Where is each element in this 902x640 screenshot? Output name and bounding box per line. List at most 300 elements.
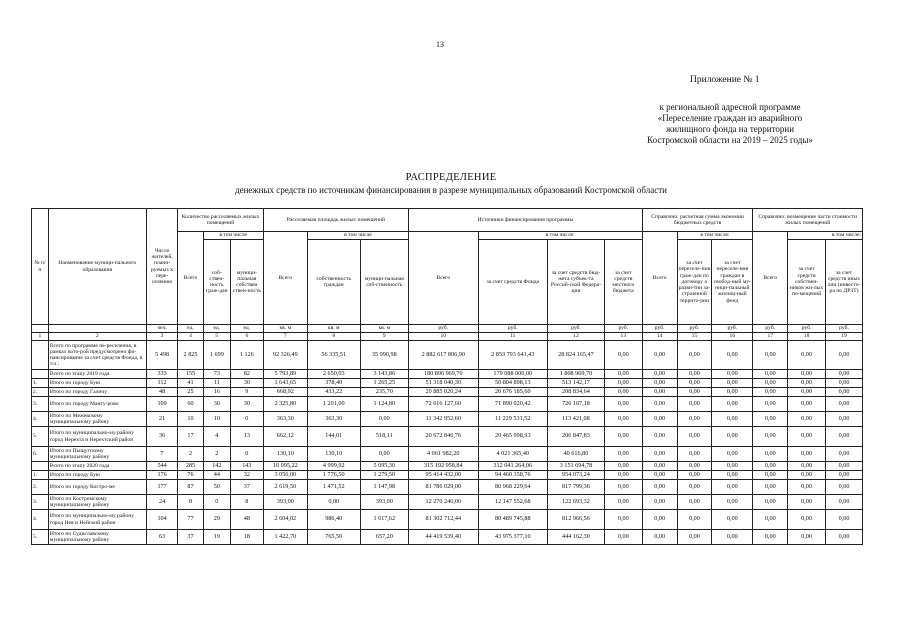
row-value: 25 — [178, 388, 203, 397]
row-value: 19 — [203, 530, 230, 545]
row-value: 0,00 — [642, 495, 677, 510]
row-value: 10 — [203, 412, 230, 427]
row-value: 0,00 — [826, 388, 863, 397]
row-value: 0,00 — [753, 530, 788, 545]
row-value: 0,00 — [604, 447, 642, 462]
table-row — [32, 510, 863, 530]
row-value: 20 465 998,93 — [478, 427, 548, 447]
row-value: 95 414 432,00 — [409, 471, 479, 480]
row-value: 1 471,52 — [307, 480, 360, 495]
unit-cell: ед. — [178, 325, 203, 333]
row-value: 657,20 — [360, 530, 408, 545]
row-name: Всего по этапу 2020 года — [48, 462, 146, 471]
table-row — [32, 370, 863, 379]
header-reimb-incl: в том числе: — [788, 232, 863, 240]
units-row — [32, 325, 863, 333]
row-value: 94 460 358,76 — [478, 471, 548, 480]
row-value: 24 — [146, 495, 178, 510]
row-value: 71 890 020,42 — [478, 397, 548, 412]
row-value: 5 095,30 — [360, 462, 408, 471]
row-value: 0,00 — [788, 495, 826, 510]
header-econ-a: за счет переселе-ния граж-дан по договору о разви-тии за-строенной террито-рии — [677, 240, 712, 325]
row-value: 0,00 — [788, 412, 826, 427]
row-name: Итого по Костромскому муниципальному району — [48, 495, 146, 510]
row-value: 0,00 — [604, 462, 642, 471]
row-value: 0,00 — [826, 480, 863, 495]
row-value: 0,00 — [604, 510, 642, 530]
unit-cell: руб. — [478, 325, 548, 333]
row-value: 1 265,25 — [360, 379, 408, 388]
document-subtitle: денежных средств по источникам финансирования в разрезе муниципальных образований Костромской области — [235, 185, 667, 195]
row-value: 206 847,83 — [548, 427, 605, 447]
row-value: 1 776,50 — [307, 471, 360, 480]
unit-cell: руб. — [677, 325, 712, 333]
row-value: 144,01 — [307, 427, 360, 447]
row-value: 30 — [231, 397, 264, 412]
row-value: 0,00 — [753, 397, 788, 412]
row-value: 0,00 — [360, 412, 408, 427]
unit-cell: ед. — [203, 325, 230, 333]
row-value: 0,00 — [712, 388, 753, 397]
row-number: 4. — [32, 510, 49, 530]
row-value: 2 604,02 — [263, 510, 307, 530]
row-value: 0,00 — [360, 447, 408, 462]
row-value: 142 — [203, 462, 230, 471]
row-value: 668,92 — [263, 388, 307, 397]
row-value: 35 990,98 — [360, 341, 408, 370]
row-value: 393,00 — [360, 495, 408, 510]
table-row — [32, 530, 863, 545]
row-value: 20 885 020,24 — [409, 388, 479, 397]
row-value: 28 824 165,47 — [548, 341, 605, 370]
row-name: Всего по программе пе-реселения, в рамках кото-рой предусмотрено фи-нансирование за счет средств Фонда, в т.ч.: — [48, 341, 146, 370]
row-value: 393,00 — [263, 495, 307, 510]
row-value: 80 968 229,64 — [478, 480, 548, 495]
header-name: Наименование муници-пального образования — [48, 209, 146, 325]
row-value: 0,00 — [826, 447, 863, 462]
header-econ-incl: в том числе: — [677, 232, 753, 240]
row-value: 0,00 — [677, 412, 712, 427]
unit-cell: ед. — [231, 325, 264, 333]
row-value: 0,00 — [826, 341, 863, 370]
row-value: 0 — [203, 495, 230, 510]
row-value: 20 672 846,76 — [409, 427, 479, 447]
header-residents: Число жителей, плани-руемых к пере-селению — [146, 209, 178, 325]
row-value: 36 — [146, 427, 178, 447]
column-number-cell: 5 — [203, 333, 230, 341]
column-number-cell: 1 — [32, 333, 49, 341]
row-value: 0,00 — [712, 370, 753, 379]
row-value: 21 — [146, 412, 178, 427]
header-rooms-incl: в том числе — [203, 232, 263, 240]
header-num: № п/п — [32, 209, 49, 325]
header-reimb-a: за счет средств собствен-ников жи-лых по-мещений — [788, 240, 826, 325]
row-name: Итого по Судиславскому муниципальному району — [48, 530, 146, 545]
row-name: Итого по Межевскому муниципальному району — [48, 412, 146, 427]
column-number-cell: 6 — [231, 333, 264, 341]
row-value: 92 326,49 — [263, 341, 307, 370]
row-value: 0,00 — [712, 379, 753, 388]
row-value: 48 — [231, 510, 264, 530]
column-number-cell: 11 — [478, 333, 548, 341]
row-value: 50 804 898,13 — [478, 379, 548, 388]
row-value: 2 650,03 — [307, 370, 360, 379]
row-value: 130,10 — [263, 447, 307, 462]
table-row — [32, 480, 863, 495]
row-value: 2 — [203, 447, 230, 462]
row-value: 0,00 — [712, 447, 753, 462]
row-value: 0,00 — [712, 412, 753, 427]
row-value: 11 229 531,52 — [478, 412, 548, 427]
table-row — [32, 388, 863, 397]
row-value: 9 — [231, 388, 264, 397]
row-value: 0,00 — [677, 471, 712, 480]
row-value: 11 — [203, 379, 230, 388]
row-value: 0,00 — [788, 379, 826, 388]
row-value: 2 325,80 — [263, 397, 307, 412]
row-value: 40 616,80 — [548, 447, 605, 462]
row-value: 179 088 000,00 — [478, 370, 548, 379]
distribution-table — [31, 208, 863, 545]
row-value: 363,30 — [307, 412, 360, 427]
row-value: 0,00 — [642, 427, 677, 447]
row-value: 3 151 694,78 — [548, 462, 605, 471]
table-row — [32, 412, 863, 427]
row-value: 1 147,98 — [360, 480, 408, 495]
row-number — [32, 370, 49, 379]
row-value: 1 124,80 — [360, 397, 408, 412]
table-row — [32, 447, 863, 462]
row-value: 444 162,30 — [548, 530, 605, 545]
row-value: 0,00 — [604, 370, 642, 379]
row-value: 122 693,32 — [548, 495, 605, 510]
unit-cell: руб. — [753, 325, 788, 333]
row-value: 0,00 — [712, 341, 753, 370]
row-value: 37 — [231, 480, 264, 495]
row-number: 2. — [32, 388, 49, 397]
row-value: 0,00 — [604, 397, 642, 412]
row-value: 0,00 — [712, 510, 753, 530]
row-value: 0,00 — [753, 379, 788, 388]
row-value: 0,00 — [788, 370, 826, 379]
row-value: 18 — [231, 530, 264, 545]
row-value: 7 — [146, 447, 178, 462]
column-number-cell: 12 — [548, 333, 605, 341]
row-value: 4 061 982,20 — [409, 447, 479, 462]
row-value: 0,00 — [753, 462, 788, 471]
row-value: 0,00 — [642, 471, 677, 480]
row-value: 0,00 — [826, 412, 863, 427]
row-value: 726 107,18 — [548, 397, 605, 412]
row-value: 0,00 — [642, 462, 677, 471]
row-value: 0,00 — [826, 530, 863, 545]
header-fund-total: Всего — [409, 232, 479, 325]
unit-cell: руб. — [712, 325, 753, 333]
row-value: 63 — [146, 530, 178, 545]
header-fund-incl: в том числе: — [478, 232, 642, 240]
row-number — [32, 341, 49, 370]
row-value: 1 201,00 — [307, 397, 360, 412]
row-value: 2 — [178, 447, 203, 462]
unit-cell — [48, 325, 146, 333]
row-number: 6. — [32, 447, 49, 462]
row-value: 8 — [231, 495, 264, 510]
header-rooms-total: Всего — [178, 232, 203, 325]
program-line-3: жилищного фонда на территории — [665, 124, 795, 134]
row-value: 0,00 — [788, 388, 826, 397]
row-value: 16 — [203, 388, 230, 397]
program-line-2: «Переселение граждан из аварийного — [657, 113, 803, 123]
row-value: 0,00 — [826, 510, 863, 530]
row-value: 0,00 — [677, 480, 712, 495]
row-value: 0,00 — [712, 427, 753, 447]
row-value: 0,00 — [712, 480, 753, 495]
row-name: Итого по городу Бую — [48, 471, 146, 480]
page-number: 13 — [436, 40, 444, 49]
unit-cell: чел. — [146, 325, 178, 333]
row-value: 0,00 — [642, 379, 677, 388]
table-row — [32, 462, 863, 471]
row-value: 4 999,92 — [307, 462, 360, 471]
table-row — [32, 341, 863, 370]
row-value: 0,00 — [604, 495, 642, 510]
row-value: 104 — [146, 510, 178, 530]
header-funding-group: Источники финансирования программы — [409, 209, 643, 232]
unit-cell: руб. — [788, 325, 826, 333]
row-value: 11 342 952,60 — [409, 412, 479, 427]
column-number-cell: 17 — [753, 333, 788, 341]
row-value: 0,00 — [642, 447, 677, 462]
header-economy-group: Справочно: расчетная сумма экономии бюджетных средств — [642, 209, 753, 232]
row-value: 378,40 — [307, 379, 360, 388]
row-value: 76 — [178, 471, 203, 480]
row-value: 312 041 264,06 — [478, 462, 548, 471]
row-value: 0,00 — [677, 530, 712, 545]
row-value: 12 270 246,00 — [409, 495, 479, 510]
row-value: 0,00 — [753, 480, 788, 495]
row-value: 513 142,17 — [548, 379, 605, 388]
row-value: 0,00 — [642, 510, 677, 530]
row-value: 0,00 — [604, 471, 642, 480]
row-value: 0,00 — [788, 530, 826, 545]
row-value: 0,00 — [604, 341, 642, 370]
row-number: 5. — [32, 427, 49, 447]
row-value: 60 — [178, 397, 203, 412]
row-value: 29 — [203, 510, 230, 530]
column-number-cell: 2 — [48, 333, 146, 341]
row-value: 1 617,62 — [360, 510, 408, 530]
row-value: 56 335,51 — [307, 341, 360, 370]
row-value: 1 422,70 — [263, 530, 307, 545]
header-fund-subject: за счет средств бюд-жета субъек-та Россий-ской Федера-ции — [548, 240, 605, 325]
program-line-1: к региональной адресной программе — [659, 102, 801, 112]
row-value: 0,00 — [826, 379, 863, 388]
row-value: 986,40 — [307, 510, 360, 530]
row-value: 0,00 — [642, 397, 677, 412]
row-value: 518,11 — [360, 427, 408, 447]
row-value: 37 — [178, 530, 203, 545]
header-area-total: Всего — [263, 232, 307, 325]
row-value: 0,00 — [677, 462, 712, 471]
row-value: 12 147 552,68 — [478, 495, 548, 510]
row-value: 0,00 — [642, 370, 677, 379]
row-number: 2. — [32, 480, 49, 495]
row-value: 77 — [178, 510, 203, 530]
row-value: 1 126 — [231, 341, 264, 370]
row-number: 4. — [32, 412, 49, 427]
row-value: 0,00 — [604, 480, 642, 495]
row-value: 112 — [146, 379, 178, 388]
row-value: 235,70 — [360, 388, 408, 397]
row-value: 5 498 — [146, 341, 178, 370]
row-value: 143 — [231, 462, 264, 471]
header-rooms-own: соб-ствен-ность граж-дан — [203, 240, 230, 325]
table-row — [32, 397, 863, 412]
row-number: 3. — [32, 397, 49, 412]
row-name: Всего по этапу 2019 года — [48, 370, 146, 379]
header-econ-b: за счет переселе-ния граждан в свобод-ный му-ници-пальный жилищ-ный фонд — [712, 240, 753, 325]
row-value: 0,00 — [753, 471, 788, 480]
document-title: РАСПРЕДЕЛЕНИЕ — [405, 172, 497, 183]
column-number-cell: 3 — [146, 333, 178, 341]
header-econ-total: Всего — [642, 232, 677, 325]
row-value: 0,00 — [642, 480, 677, 495]
header-area-municipal: муници-пальная соб-ственность — [360, 240, 408, 325]
row-value: 2 825 — [178, 341, 203, 370]
row-value: 43 975 377,10 — [478, 530, 548, 545]
row-value: 0,00 — [642, 341, 677, 370]
row-name: Итого по городу Костро-ме — [48, 480, 146, 495]
row-value: 0,00 — [604, 412, 642, 427]
row-number: 1. — [32, 471, 49, 480]
row-value: 0,00 — [677, 370, 712, 379]
column-number-cell: 7 — [263, 333, 307, 341]
row-value: 4 021 365,40 — [478, 447, 548, 462]
row-value: 2 853 793 641,43 — [478, 341, 548, 370]
row-value: 0,00 — [788, 471, 826, 480]
header-reimbursement-group: Справочно: возмещение части стоимости жилых помещений — [753, 209, 863, 232]
row-value: 30 — [231, 379, 264, 388]
row-value: 0,00 — [677, 427, 712, 447]
row-value: 3 056,00 — [263, 471, 307, 480]
header-reimb-total: Всего — [753, 232, 788, 325]
row-value: 50 — [203, 480, 230, 495]
row-value: 8 — [178, 495, 203, 510]
header-fund-fond: за счет средств Фонда — [478, 240, 548, 325]
column-number-cell: 14 — [642, 333, 677, 341]
column-numbers-row — [32, 333, 863, 341]
row-value: 0 — [231, 447, 264, 462]
header-area-group: Расселяемая площадь жилых помещений — [263, 209, 408, 232]
row-value: 0,00 — [753, 510, 788, 530]
row-value: 0,00 — [753, 341, 788, 370]
header-reimb-b: за счет средств иных лиц (инвесто-ра по ДРЗТ) — [826, 240, 863, 325]
row-name: Итого по городу Бую — [48, 379, 146, 388]
row-value: 0,00 — [826, 427, 863, 447]
row-value: 0,00 — [826, 471, 863, 480]
row-value: 0,00 — [788, 427, 826, 447]
row-value: 0,00 — [677, 495, 712, 510]
row-name: Итого по Пыщугскому муниципальному району — [48, 447, 146, 462]
row-value: 544 — [146, 462, 178, 471]
header-rooms-group: Количество расселяемых жилых помещений — [178, 209, 263, 232]
row-value: 0,00 — [788, 480, 826, 495]
row-value: 0,00 — [712, 397, 753, 412]
column-number-cell: 10 — [409, 333, 479, 341]
column-number-cell: 8 — [307, 333, 360, 341]
row-value: 0,00 — [826, 462, 863, 471]
column-number-cell: 9 — [360, 333, 408, 341]
row-value: 5 793,89 — [263, 370, 307, 379]
row-value: 0,00 — [642, 412, 677, 427]
row-value: 0,00 — [604, 530, 642, 545]
column-number-cell: 15 — [677, 333, 712, 341]
unit-cell: руб. — [409, 325, 479, 333]
row-value: 0,00 — [307, 495, 360, 510]
row-value: 81 786 029,00 — [409, 480, 479, 495]
row-value: 0,00 — [788, 341, 826, 370]
row-value: 0,00 — [788, 510, 826, 530]
unit-cell: руб. — [826, 325, 863, 333]
header-fund-local: за счет средств местного бюджета — [604, 240, 642, 325]
row-number: 3. — [32, 495, 49, 510]
row-value: 0,00 — [826, 495, 863, 510]
row-value: 109 — [146, 397, 178, 412]
table-row — [32, 379, 863, 388]
row-value: 0,00 — [604, 379, 642, 388]
row-value: 0,00 — [604, 427, 642, 447]
unit-cell: кв. м — [307, 325, 360, 333]
row-value: 51 318 040,30 — [409, 379, 479, 388]
row-value: 2 882 617 806,90 — [409, 341, 479, 370]
row-value: 363,30 — [263, 412, 307, 427]
header-rooms-municipal: муници-пальная собствен ствен-ность — [231, 240, 264, 325]
row-value: 0,00 — [753, 370, 788, 379]
row-value: 17 — [178, 427, 203, 447]
row-value: 0,00 — [677, 397, 712, 412]
row-value: 0,00 — [712, 495, 753, 510]
row-value: 0,00 — [788, 462, 826, 471]
program-reference — [600, 102, 860, 146]
row-value: 0,00 — [826, 370, 863, 379]
row-value: 177 — [146, 480, 178, 495]
row-name: Итого по городу Галичу — [48, 388, 146, 397]
row-value: 0,00 — [753, 447, 788, 462]
unit-cell: кв. м — [263, 325, 307, 333]
table-row — [32, 427, 863, 447]
row-name: Итого по муниципально-му району город Нерехта и Нерехтский район — [48, 427, 146, 447]
row-value: 44 — [203, 471, 230, 480]
row-value: 73 — [203, 370, 230, 379]
unit-cell: руб. — [548, 325, 605, 333]
row-value: 30 — [203, 397, 230, 412]
row-value: 0,00 — [677, 388, 712, 397]
row-value: 113 421,08 — [548, 412, 605, 427]
table-body — [32, 325, 863, 545]
row-value: 13 — [231, 427, 264, 447]
row-number: 5. — [32, 530, 49, 545]
row-value: 20 676 185,60 — [478, 388, 548, 397]
header-area-own: собственность граждан — [307, 240, 360, 325]
unit-cell: руб. — [604, 325, 642, 333]
row-value: 765,50 — [307, 530, 360, 545]
row-value: 208 834,64 — [548, 388, 605, 397]
unit-cell: руб. — [642, 325, 677, 333]
program-line-4: Костромской области на 2019 – 2025 годы» — [647, 135, 813, 145]
row-value: 662,12 — [263, 427, 307, 447]
row-value: 1 279,50 — [360, 471, 408, 480]
row-value: 0,00 — [712, 471, 753, 480]
